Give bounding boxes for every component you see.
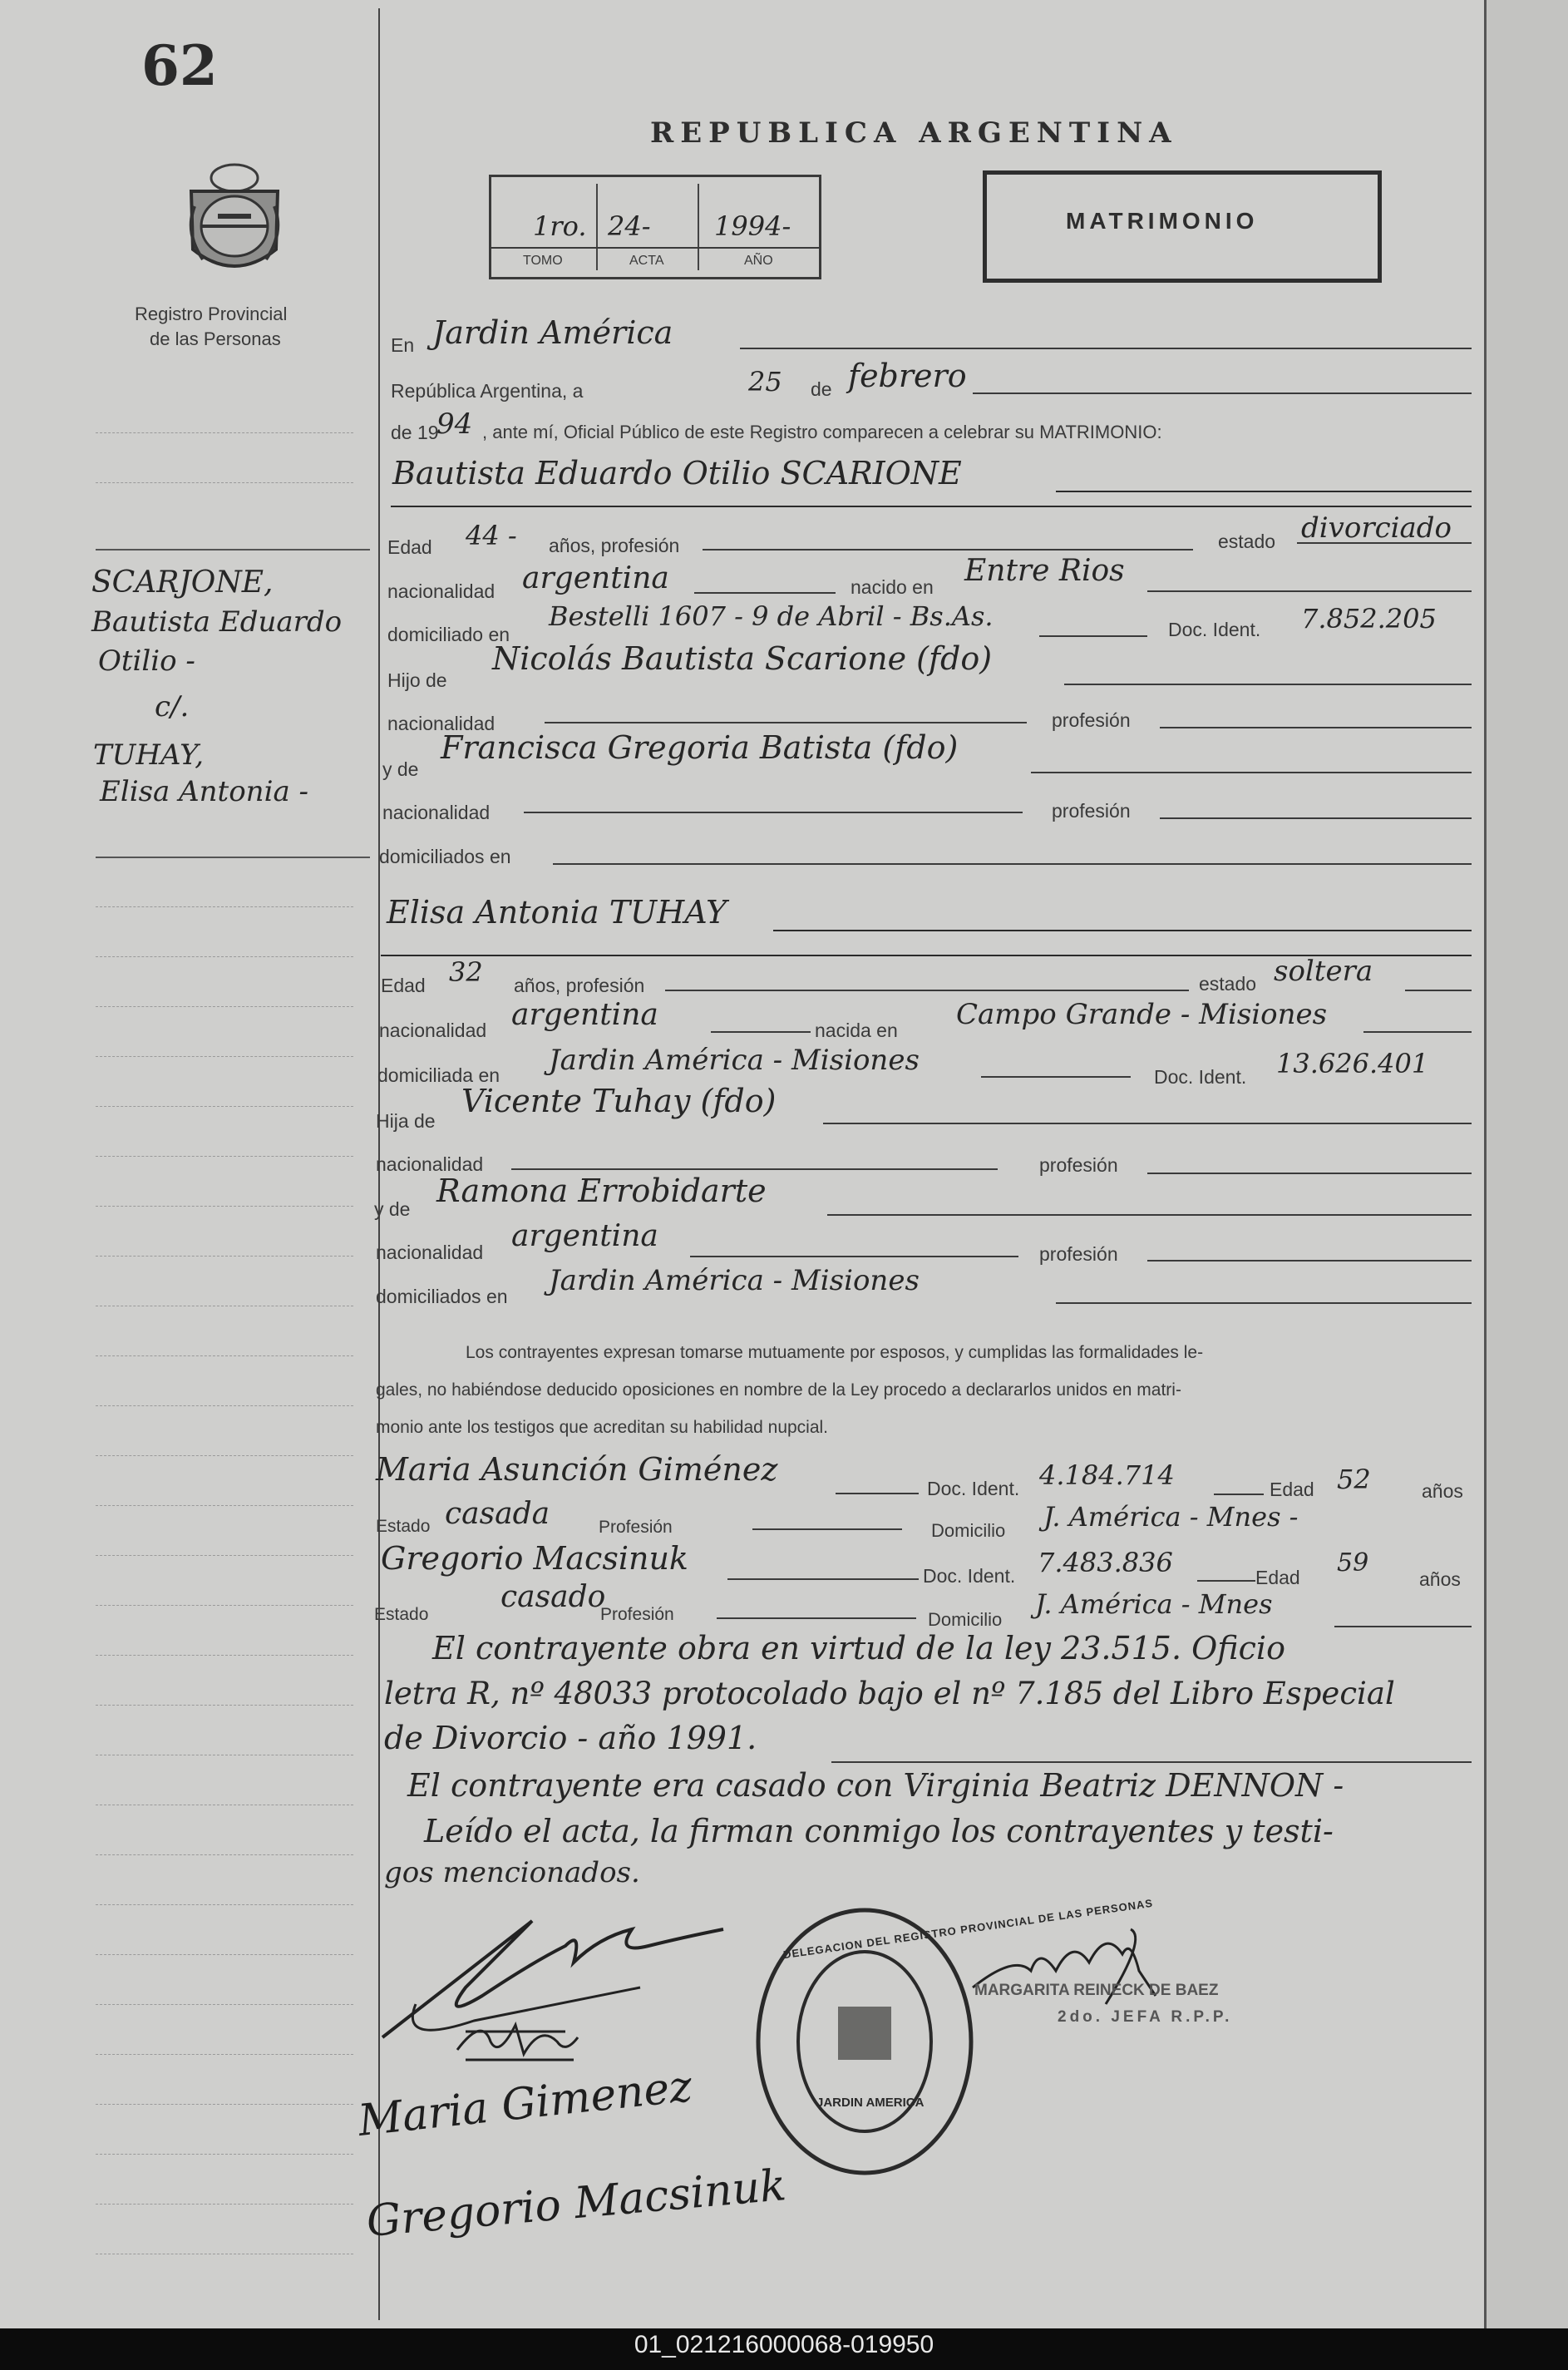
groom-yde-label: y de [382, 758, 419, 780]
bride-yde-label: y de [374, 1198, 411, 1220]
margin-dotline [96, 432, 353, 433]
bride-prof2-label: profesión [1039, 1243, 1118, 1265]
acta-value: 24- [608, 210, 651, 242]
bride-nac2-line [511, 1168, 998, 1170]
groom-name: Bautista Eduardo Otilio SCARIONE [392, 455, 962, 491]
month-line [973, 393, 1472, 394]
groom-nac3-line [524, 812, 1023, 813]
tomo-label: TOMO [523, 254, 563, 268]
bride-profesion-line [665, 990, 1189, 991]
witness2-name: Gregorio Macsinuk [381, 1540, 688, 1577]
groom-domiciliados-label: domiciliados en [379, 846, 511, 867]
bride-nac-line [711, 1031, 811, 1033]
margin-dotline [96, 1904, 353, 1905]
groom-father-line [1064, 684, 1472, 685]
groom-prof2-label: profesión [1052, 800, 1131, 822]
witness1-edad: 52 [1337, 1464, 1371, 1495]
witness2-doc: 7.483.836 [1038, 1547, 1173, 1578]
margin-dotline [96, 1006, 353, 1007]
margin-note-l2: Bautista Eduardo [91, 605, 343, 639]
witness2-profesion-label: Profesión [600, 1605, 674, 1624]
groom-prof2-line [1160, 817, 1472, 819]
signature-official [964, 1921, 1181, 2021]
margin-dotline [96, 1605, 353, 1606]
margin-dotline [96, 1705, 353, 1706]
official-stamp-l1: MARGARITA REINECK DE BAEZ [974, 1982, 1219, 1999]
witness2-estado: casado [500, 1580, 606, 1614]
official-stamp-l2: 2do. JEFA R.P.P. [1058, 2008, 1233, 2026]
groom-prof-line [1160, 727, 1472, 728]
witness1-edad-label: Edad [1270, 1479, 1314, 1500]
ano-label: AÑO [744, 254, 773, 268]
witness1-estado-label: Estado [376, 1517, 431, 1536]
declaration-l1: Los contrayentes expresan tomarse mutuamente por esposos, y cumplidas las formalidades le- [466, 1343, 1204, 1362]
margin-dotline [96, 1156, 353, 1157]
margin-dotline [96, 1555, 353, 1556]
groom-name-underline [391, 506, 1472, 507]
margin-note-l3: Otilio - [98, 644, 195, 678]
groom-edad-label: Edad [387, 536, 432, 558]
bride-name: Elisa Antonia TUHAY [387, 894, 727, 931]
bride-mother: Ramona Errobidarte [436, 1173, 767, 1209]
acta-box [489, 175, 821, 279]
bride-nacionalidad: argentina [511, 998, 658, 1032]
witness2-edad: 59 [1337, 1548, 1369, 1578]
witness1-prof-line [752, 1528, 902, 1530]
margin-dotline [96, 1056, 353, 1057]
page-number: 62 [141, 33, 218, 98]
margin-dotline [96, 482, 353, 483]
margin-dotline [96, 956, 353, 957]
groom-domicilio: Bestelli 1607 - 9 de Abril - Bs.As. [549, 600, 994, 632]
republica-label: República Argentina, a [391, 380, 584, 402]
bride-prof-label: profesión [1039, 1154, 1118, 1176]
witness2-anos-label: años [1419, 1568, 1461, 1590]
year-value: 94 [436, 407, 473, 441]
margin-dotline [96, 1355, 353, 1356]
acta-box-divider-1 [596, 184, 598, 270]
note-l2: letra R, nº 48033 protocolado bajo el nº 7.185 del Libro Especial [384, 1676, 1395, 1711]
bride-dom-label: domiciliada en [377, 1064, 500, 1086]
groom-nac-label: nacionalidad [387, 580, 496, 602]
day-value: 25 [748, 366, 782, 397]
witness1-name-line [836, 1493, 919, 1494]
tomo-value: 1ro. [533, 210, 587, 242]
margin-dotline [96, 1455, 353, 1456]
witness2-edad-label: Edad [1255, 1567, 1300, 1588]
margin-dotline [96, 1206, 353, 1207]
groom-mother-line [1031, 772, 1472, 773]
bride-prof-line [1147, 1173, 1472, 1174]
note-l6: gos mencionados. [384, 1856, 640, 1889]
margin-note-l4: c/. [155, 690, 190, 723]
margin-note-rule [96, 549, 370, 551]
acta-label: ACTA [629, 254, 664, 268]
acta-box-rule [491, 247, 819, 249]
groom-nac2-line [545, 722, 1027, 723]
registry-line2: de las Personas [150, 328, 281, 349]
bride-domiciliados: Jardin América - Misiones [549, 1264, 920, 1297]
groom-anos-label: años, profesión [549, 535, 680, 556]
bride-mother-line [827, 1214, 1472, 1216]
bride-nac3-line [690, 1256, 1018, 1257]
note-line [831, 1761, 1472, 1763]
note-l3: de Divorcio - año 1991. [384, 1720, 757, 1756]
groom-nacido-line [1147, 590, 1472, 592]
bride-name-line [773, 930, 1472, 931]
groom-edad: 44 - [466, 520, 517, 551]
margin-note-l6: Elisa Antonia - [100, 775, 309, 808]
margin-note-rule [96, 857, 370, 858]
registry-line1: Registro Provincial [135, 304, 288, 324]
bride-nac3-label: nacionalidad [376, 1242, 484, 1263]
groom-dom-label: domiciliado en [387, 624, 510, 645]
margin-dotline [96, 1256, 353, 1257]
witness1-estado: casada [445, 1497, 550, 1531]
bride-edad: 32 [449, 956, 483, 988]
bride-domicilio: Jardin América - Misiones [549, 1044, 920, 1077]
bride-doc: 13.626.401 [1276, 1048, 1429, 1079]
right-shadow [1487, 0, 1568, 2328]
groom-dom-line [1039, 635, 1147, 637]
witness2-domicilio-label: Domicilio [928, 1609, 1003, 1630]
groom-doc: 7.852.205 [1301, 603, 1437, 634]
margin-dotline [96, 2004, 353, 2005]
margin-dotline [96, 2054, 353, 2055]
seal-ring-text: DELEGACION DEL REGISTRO PROVINCIAL DE LAS PERSONAS [782, 1896, 1154, 1962]
note-l1: El contrayente obra en virtud de la ley 23.515. Oficio [432, 1630, 1285, 1666]
bride-domiciliados-line [1056, 1302, 1472, 1304]
groom-nacionalidad: argentina [522, 561, 669, 595]
witness1-doc: 4.184.714 [1039, 1459, 1175, 1491]
bride-estado: soltera [1274, 955, 1373, 988]
declaration-l3: monio ante los testigos que acreditan su habilidad nupcial. [376, 1418, 829, 1437]
bride-anos-label: años, profesión [514, 975, 645, 996]
declaration-l2: gales, no habiéndose deducido oposiciones en nombre de la Ley procedo a declararlos unidos en matri- [376, 1380, 1181, 1400]
groom-father: Nicolás Bautista Scarione (fdo) [492, 640, 993, 677]
groom-nac3-label: nacionalidad [382, 802, 491, 823]
note-l5: Leído el acta, la firman conmigo los contrayentes y testi- [424, 1813, 1334, 1849]
bride-edad-label: Edad [381, 975, 426, 996]
en-label: En [391, 334, 415, 356]
witness1-domicilio-label: Domicilio [931, 1520, 1006, 1541]
bride-nacida-label: nacida en [815, 1020, 898, 1041]
groom-estado: divorciado [1301, 511, 1452, 545]
margin-dotline [96, 1854, 353, 1855]
groom-prof-label: profesión [1052, 709, 1131, 731]
bride-nacida: Campo Grande - Misiones [956, 998, 1328, 1031]
month-value: febrero [848, 358, 967, 394]
doc-type: MATRIMONIO [1066, 208, 1259, 234]
seal-inner-text: JARDIN AMERICA [816, 2096, 925, 2110]
bride-prof2-line [1147, 1260, 1472, 1262]
witness2-prof-line [717, 1617, 916, 1619]
bride-nacida-line [1363, 1031, 1472, 1033]
bride-doc-label: Doc. Ident. [1154, 1066, 1247, 1088]
bride-nac2-label: nacionalidad [376, 1153, 484, 1175]
groom-nacido-label: nacido en [851, 576, 934, 598]
groom-nac-line [694, 592, 836, 594]
witness2-name-line [727, 1578, 919, 1580]
footer-id: 01_021216000068-019950 [634, 2331, 934, 2358]
bride-estado-label: estado [1199, 973, 1257, 995]
witness1-doc-line [1214, 1494, 1264, 1495]
ano-value: 1994- [714, 210, 791, 242]
signature-witness1: Maria Gimenez [355, 2061, 695, 2146]
bride-mother-nacionalidad: argentina [511, 1219, 658, 1253]
signature-bride [449, 2008, 582, 2066]
groom-hijo-label: Hijo de [387, 669, 447, 691]
bride-domiciliados-label: domiciliados en [376, 1286, 508, 1307]
margin-dotline [96, 1655, 353, 1656]
intro-text: , ante mí, Oficial Público de este Registro comparecen a celebrar su MATRIMONIO: [482, 422, 1162, 442]
de-label: de [811, 378, 832, 400]
groom-domiciliados-line [553, 863, 1472, 865]
note-l4: El contrayente era casado con Virginia Beatriz DENNON - [407, 1767, 1344, 1804]
en-line [740, 348, 1472, 349]
margin-dotline [96, 1405, 353, 1406]
witness1-doc-label: Doc. Ident. [927, 1478, 1020, 1499]
groom-name-line [1056, 491, 1472, 492]
witness2-dom-line [1334, 1626, 1472, 1627]
margin-dotline [96, 2104, 353, 2105]
witness2-doc-line [1197, 1580, 1255, 1582]
groom-profesion-line [703, 549, 1193, 551]
coat-of-arms-icon [178, 158, 291, 283]
groom-doc-label: Doc. Ident. [1168, 619, 1261, 640]
witness2-estado-label: Estado [374, 1605, 429, 1624]
margin-note-l5: TUHAY, [93, 738, 205, 772]
margin-dotline [96, 906, 353, 907]
acta-box-divider-2 [698, 184, 699, 270]
bride-estado-line [1405, 990, 1472, 991]
groom-mother: Francisca Gregoria Batista (fdo) [441, 729, 959, 766]
bride-hija-label: Hija de [376, 1110, 436, 1132]
witness1-domicilio: J. América - Mnes - [1043, 1501, 1299, 1533]
witness1-anos-label: años [1422, 1480, 1463, 1502]
acta-box-inner [491, 177, 819, 277]
bride-father-line [823, 1123, 1472, 1124]
bride-dom-line [981, 1076, 1131, 1078]
bride-father: Vicente Tuhay (fdo) [461, 1083, 777, 1119]
margin-dotline [96, 2154, 353, 2155]
witness1-name: Maria Asunción Giménez [376, 1451, 778, 1488]
witness2-doc-label: Doc. Ident. [923, 1565, 1016, 1587]
margin-dotline [96, 2204, 353, 2205]
margin-dotline [96, 1505, 353, 1506]
witness2-domicilio: J. América - Mnes [1035, 1588, 1273, 1620]
groom-estado-label: estado [1218, 531, 1276, 552]
groom-estado-line [1297, 542, 1472, 544]
bride-nac-label: nacionalidad [379, 1020, 487, 1041]
en-value: Jardin América [432, 314, 673, 351]
groom-nacido: Entre Rios [964, 554, 1125, 588]
country-title: REPUBLICA ARGENTINA [650, 116, 1178, 150]
margin-note-l1: SCARJONE, [91, 565, 274, 600]
groom-nac2-label: nacionalidad [387, 713, 496, 734]
margin-dotline [96, 1106, 353, 1107]
year-prefix: de 19 [391, 422, 439, 443]
witness1-profesion-label: Profesión [599, 1518, 673, 1537]
margin-dotline [96, 1954, 353, 1955]
signature-witness2: Gregorio Macsinuk [364, 2160, 788, 2247]
